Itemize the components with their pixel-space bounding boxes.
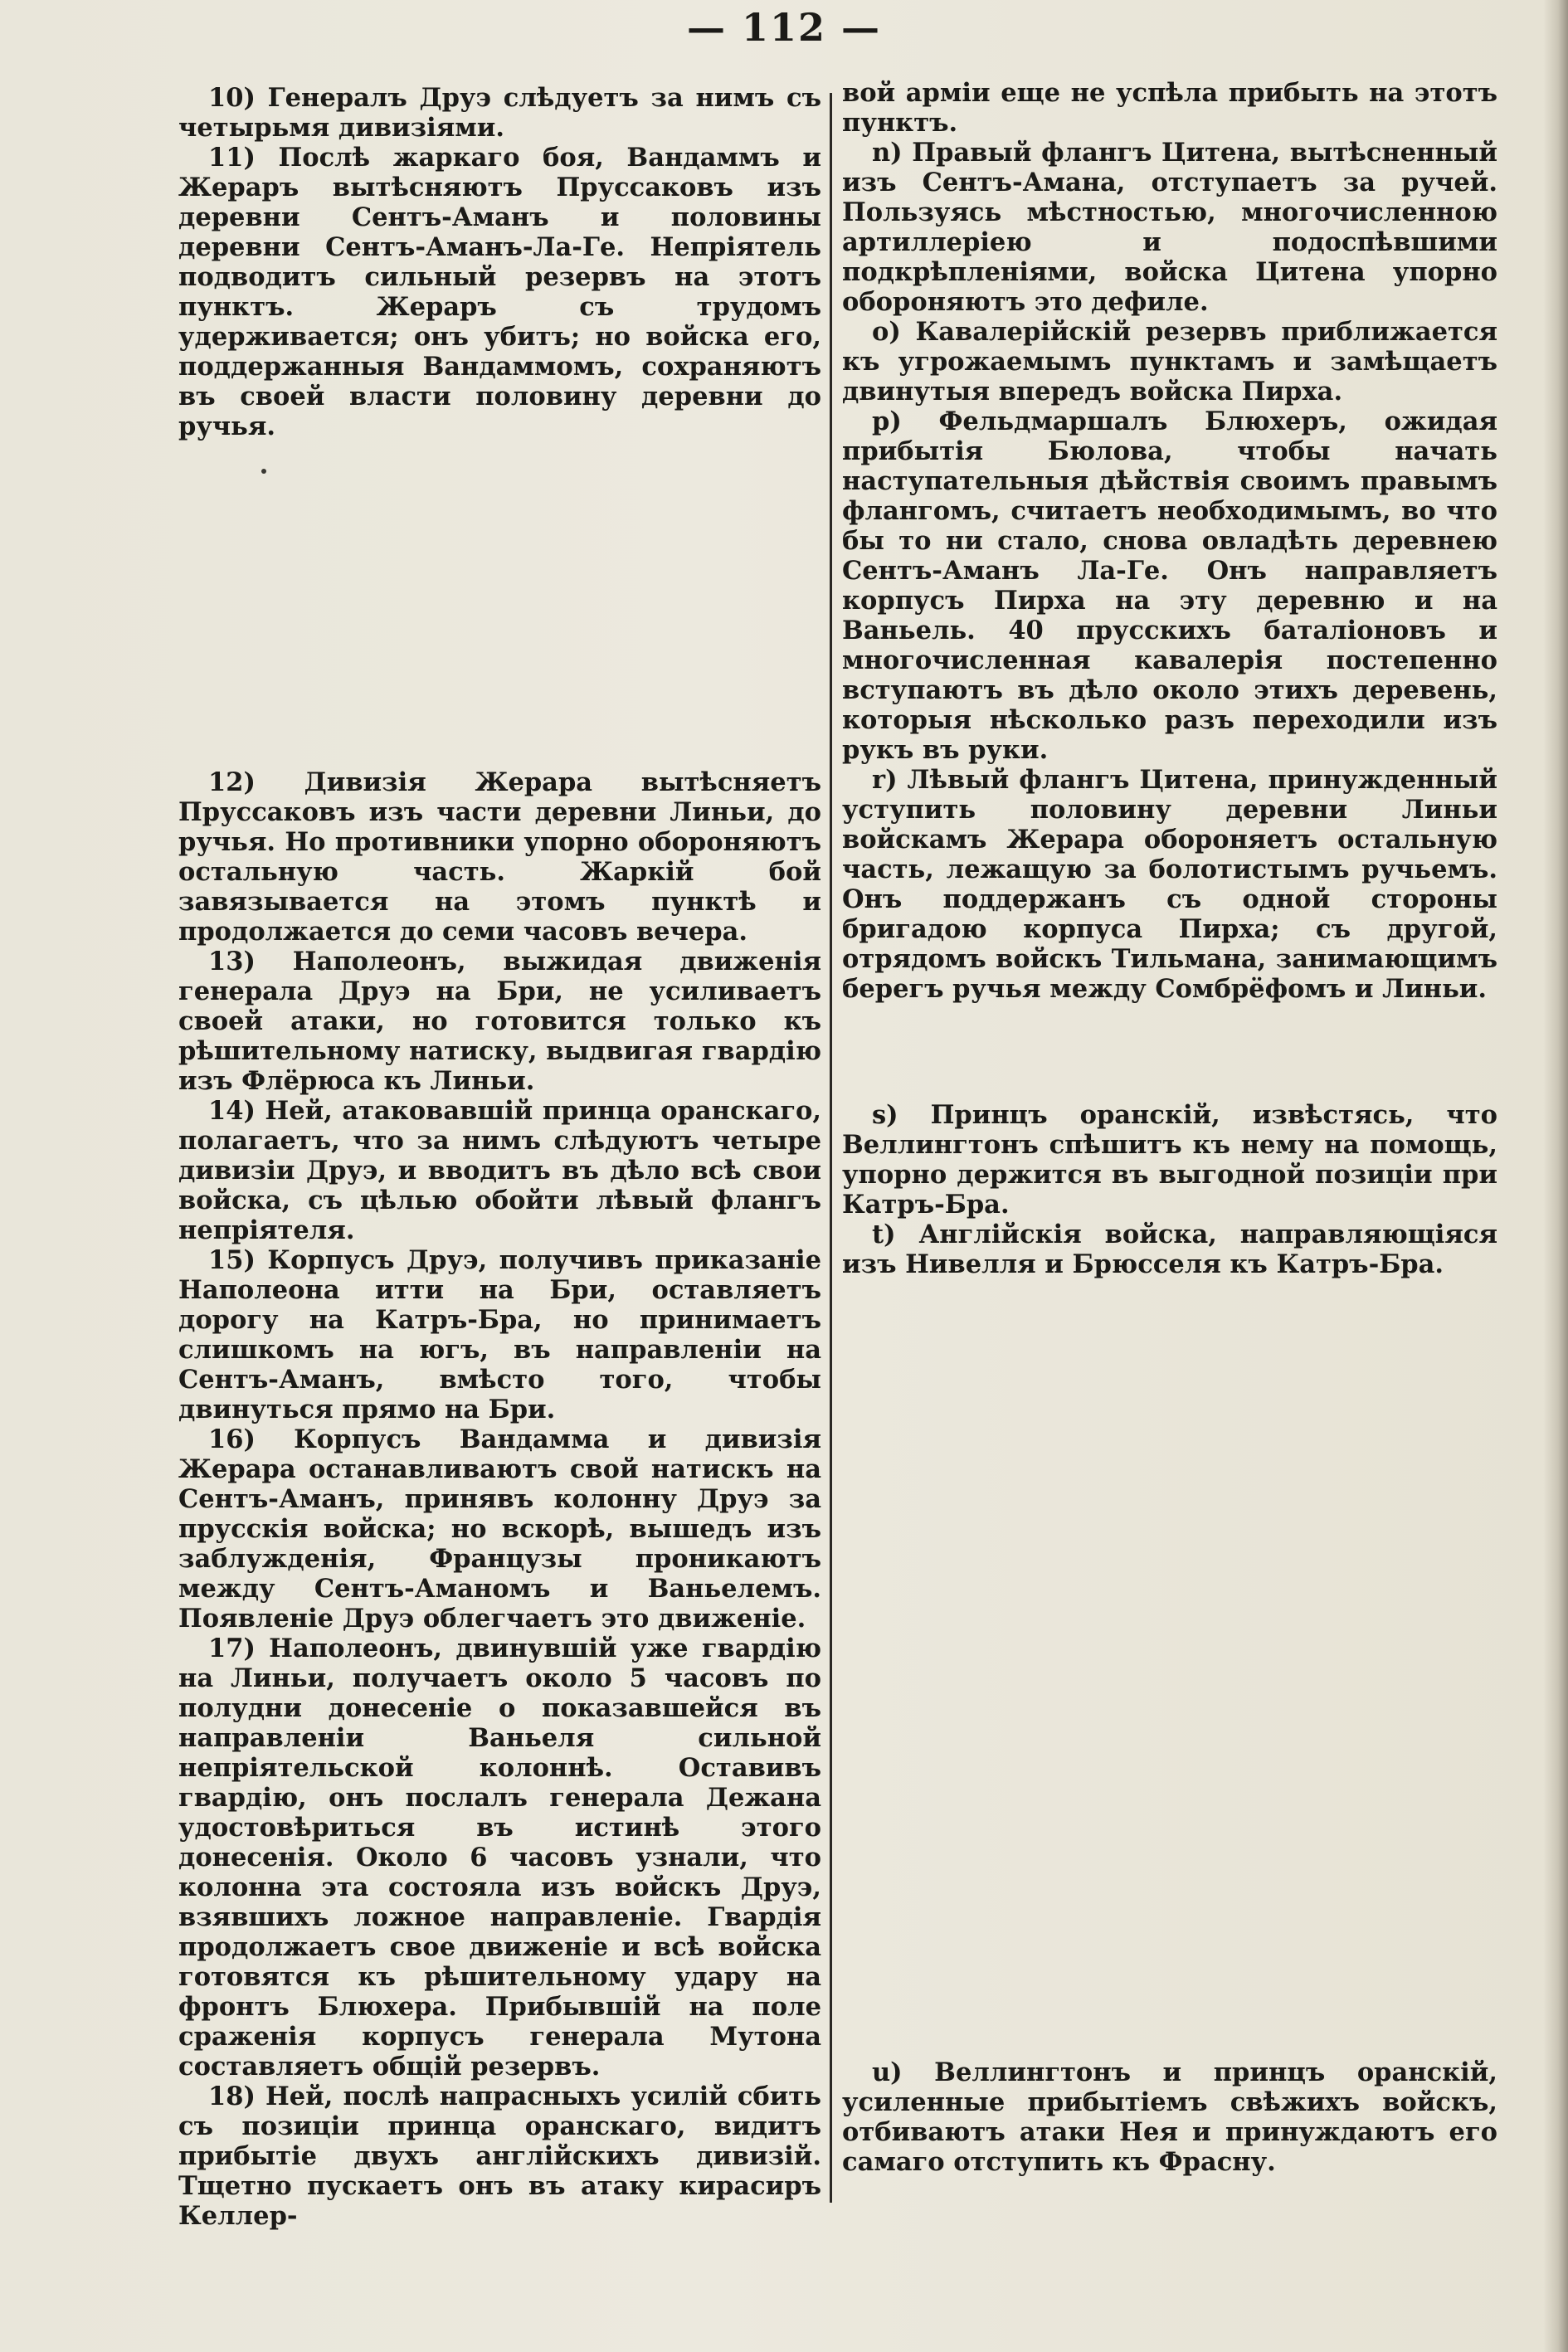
paragraph-r: r) Лѣвый флангъ Цитена, принужденный уступить половину деревни Линьи войскамъ Жерара обороняетъ остальную часть, лежащую за болотистымъ ручьемъ. Онъ поддержанъ съ одной стороны бригадою корпуса Пирха; съ другой, отрядомъ войскъ Тильмана, занимающимъ берегъ ручья между Сомбрёфомъ и Линьи. xyxy=(842,765,1497,1004)
paragraph-11: 11) Послѣ жаркаго боя, Вандаммъ и Жераръ вытѣсняютъ Пруссаковъ изъ деревни Сентъ-Аманъ и половины деревни Сентъ-Аманъ-Ла-Ге. Непріятель подводитъ сильный резервъ на этотъ пунктъ. Жераръ съ трудомъ удерживается; онъ убитъ; но войска его, поддержанныя Вандаммомъ, сохраняютъ въ своей власти половину деревни до ручья. xyxy=(178,143,821,441)
paragraph-t: t) Англійскія войска, направляющіяся изъ Нивелля и Брюсселя къ Катръ-Бра. xyxy=(842,1220,1497,1279)
right-block-bottom xyxy=(842,2057,1497,2177)
paragraph-10: 10) Генералъ Друэ слѣдуетъ за нимъ съ четырьмя дивизіями. xyxy=(178,83,821,143)
paragraph-13: 13) Наполеонъ, выжидая движенія генерала Друэ на Бри, не усиливаетъ своей атаки, но готовится только къ рѣшительному натиску, выдвигая гвардію изъ Флёрюса къ Линьи. xyxy=(178,947,821,1096)
paragraph-s: s) Принцъ оранскій, извѣстясь, что Веллингтонъ спѣшитъ къ нему на помощь, упорно держится въ выгодной позиціи при Катръ-Бра. xyxy=(842,1100,1497,1220)
paragraph-18: 18) Ней, послѣ напрасныхъ усилій сбить съ позиціи принца оранскаго, видитъ прибытіе двухъ англійскихъ дивизій. Тщетно пускаетъ онъ въ атаку кирасиръ Келлер- xyxy=(178,2082,821,2231)
left-block-top xyxy=(178,83,821,441)
paragraph-n: n) Правый флангъ Цитена, вытѣсненный изъ Сентъ-Амана, отступаетъ за ручей. Пользуясь мѣстностью, многочисленною артиллеріею и подоспѣвшими подкрѣпленіями, войска Цитена упорно обороняютъ это дефиле. xyxy=(842,138,1497,317)
paragraph-16: 16) Корпусъ Вандамма и дивизія Жерара останавливаютъ свой натискъ на Сентъ-Аманъ, принявъ колонну Друэ за прусскія войска; но вскорѣ, вышедъ изъ заблужденія, Французы проникаютъ между Сентъ-Аманомъ и Ваньелемъ. Появленіе Друэ облегчаетъ это движеніе. xyxy=(178,1424,821,1634)
paragraph-15: 15) Корпусъ Друэ, получивъ приказаніе Наполеона итти на Бри, оставляетъ дорогу на Катръ-Бра, но принимаетъ слишкомъ на югъ, въ направленіи на Сентъ-Аманъ, вмѣсто того, чтобы двинуться прямо на Бри. xyxy=(178,1245,821,1424)
paragraph-o: o) Кавалерійскій резервъ приближается къ угрожаемымъ пунктамъ и замѣщаетъ двинутыя впередъ войска Пирха. xyxy=(842,317,1497,407)
page-number: — 112 — xyxy=(686,5,882,50)
paragraph-17: 17) Наполеонъ, двинувшій уже гвардію на Линьи, получаетъ около 5 часовъ по полудни донесеніе о показавшейся въ направленіи Ваньеля сильной непріятельской колоннѣ. Оставивъ гвардію, онъ послалъ генерала Дежана удостовѣриться въ истинѣ этого донесенія. Около 6 часовъ узнали, что колонна эта состояла изъ войскъ Друэ, взявшихъ ложное направленіе. Гвардія продолжаетъ свое движеніе и всѣ войска готовятся къ рѣшительному удару на фронтъ Блюхера. Прибывшій на поле сраженія корпусъ генерала Мутона составляетъ общій резервъ. xyxy=(178,1634,821,2082)
paragraph-u: u) Веллингтонъ и принцъ оранскій, усиленные прибытіемъ свѣжихъ войскъ, отбиваютъ атаки Нея и принуждаютъ его самаго отступить къ Фрасну. xyxy=(842,2057,1497,2177)
paragraph-12: 12) Дивизія Жерара вытѣсняетъ Пруссаковъ изъ части деревни Линьи, до ручья. Но противники упорно обороняютъ остальную часть. Жаркій бой завязывается на этомъ пунктѣ и продолжается до семи часовъ вечера. xyxy=(178,767,821,947)
paragraph-14: 14) Ней, атаковавшій принца оранскаго, полагаетъ, что за нимъ слѣдуютъ четыре дивизіи Друэ, и вводитъ въ дѣло всѣ свои войска, съ цѣлью обойти лѣвый флангъ непріятеля. xyxy=(178,1096,821,1245)
stray-dot xyxy=(261,469,266,474)
paragraph-continued: вой арміи еще не успѣла прибыть на этотъ пунктъ. xyxy=(842,78,1497,138)
page-edge-shadow xyxy=(1543,0,1568,2352)
paragraph-p: p) Фельдмаршалъ Блюхеръ, ожидая прибытія Бюлова, чтобы начать наступательныя дѣйствія своимъ правымъ флангомъ, считаетъ необходимымъ, во что бы то ни стало, снова овладѣть деревнею Сентъ-Аманъ Ла-Ге. Онъ направляетъ корпусъ Пирха на эту деревню и на Ваньель. 40 прусскихъ баталіоновъ и многочисленная кавалерія постепенно вступаютъ въ дѣло около этихъ деревень, которыя нѣсколько разъ переходили изъ рукъ въ руки. xyxy=(842,407,1497,765)
left-block-middle xyxy=(178,767,821,2231)
column-divider xyxy=(830,93,832,2203)
right-block-top xyxy=(842,78,1497,1004)
right-block-middle xyxy=(842,1100,1497,1279)
